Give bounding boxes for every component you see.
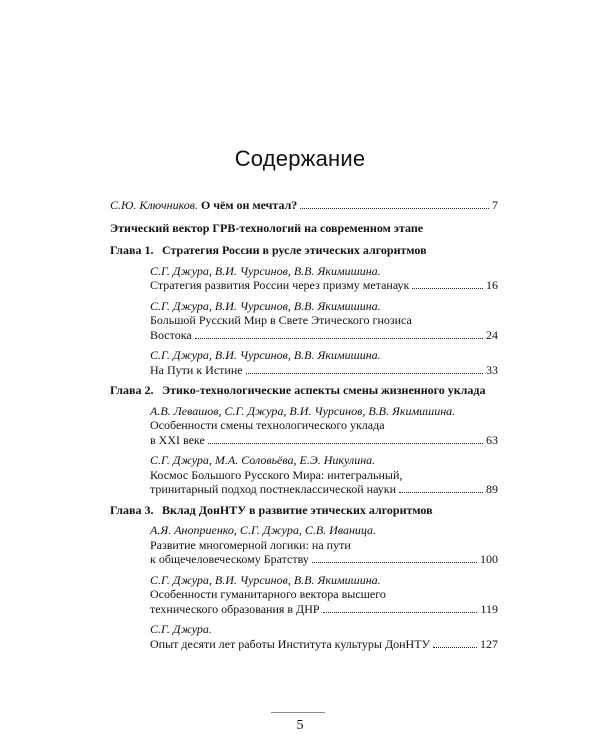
entry-title-line: тринитарный подход постнеклассической науки	[150, 482, 397, 496]
intro-title: О чём он мечтал?	[200, 198, 298, 212]
entry-page: 119	[480, 601, 498, 616]
entry-authors: С.Г. Джура, В.И. Чурсинов, В.В. Якимишина.	[150, 572, 381, 587]
chapter-title: Этико-технологические аспекты смены жизненного уклада	[162, 383, 486, 397]
toc-entry[interactable]	[150, 523, 498, 567]
leader-dots	[399, 492, 483, 493]
entry-title-line: Особенности гуманитарного вектора высшего	[150, 587, 386, 601]
entry-title-line: Опыт десяти лет работы Института культуры ДонНТУ	[150, 636, 431, 651]
leader-dots	[323, 612, 478, 613]
table-of-contents	[110, 198, 498, 651]
entry-authors: А.В. Левашов, С.Г. Джура, В.И. Чурсинов, В.В. Якимишина.	[150, 403, 456, 418]
toc-intro-row[interactable]	[110, 198, 498, 213]
entry-authors: С.Г. Джура, М.А. Соловьёва, Е.Э. Никулина.	[150, 453, 376, 467]
chapter-label: Глава 2.	[110, 383, 154, 397]
chapter-label: Глава 3.	[110, 502, 154, 517]
leader-dots	[208, 443, 483, 444]
page-title: Содержание	[234, 146, 366, 171]
leader-dots	[312, 562, 477, 563]
entry-page: 100	[480, 552, 498, 566]
entry-title-line: Большой Русский Мир в Свете Этического гнозиса	[150, 313, 412, 327]
intro-page: 7	[492, 198, 498, 212]
entry-authors: А.Я. Аноприенко, С.Г. Джура, С.В. Иваница.	[150, 523, 377, 537]
leader-dots	[433, 647, 477, 648]
entry-title-line: Развитие многомерной логики: на пути	[150, 537, 351, 552]
leader-dots	[300, 208, 489, 209]
chapter-title: Стратегия России в русле этических алгоритмов	[162, 243, 427, 257]
entry-title-line: Особенности смены технологического уклада	[150, 418, 385, 432]
toc-entry[interactable]	[150, 264, 498, 293]
entry-page: 127	[480, 636, 498, 651]
entry-title-line: Стратегия развития России через призму метанаук	[150, 278, 410, 292]
entry-authors: С.Г. Джура.	[150, 622, 212, 636]
intro-author: С.Ю. Ключников.	[110, 198, 198, 212]
footer-rule	[271, 712, 325, 713]
toc-entry[interactable]	[150, 404, 498, 448]
entry-title-line: к общечеловеческому Братству	[150, 552, 309, 566]
toc-entry[interactable]	[150, 622, 498, 651]
entry-title-line: в XXI веке	[150, 432, 205, 447]
entry-page: 63	[486, 432, 498, 447]
entry-title-line: Востока	[150, 327, 192, 342]
toc-entry[interactable]	[150, 348, 498, 377]
section-title: Этический вектор ГРВ-технологий на современном этапе	[110, 220, 424, 235]
entry-title-line: Космос Большого Русского Мира: интегральный,	[150, 467, 403, 482]
chapter-heading[interactable]	[110, 503, 498, 518]
entry-authors: С.Г. Джура, В.И. Чурсинов, В.В. Якимишина.	[150, 348, 381, 362]
entry-authors: С.Г. Джура, В.И. Чурсинов, В.В. Якимишина.	[150, 298, 381, 313]
entry-title-line: На Пути к Истине	[150, 362, 243, 377]
page-number: 5	[296, 718, 304, 733]
entry-page: 16	[486, 278, 498, 292]
leader-dots	[195, 338, 483, 339]
chapter-heading[interactable]	[110, 243, 498, 258]
chapter-title: Вклад ДонНТУ в развитие этических алгоритмов	[162, 502, 433, 517]
chapter-label: Глава 1.	[110, 243, 154, 257]
toc-entry[interactable]	[150, 299, 498, 343]
entry-page: 24	[486, 327, 498, 342]
toc-entry[interactable]	[150, 453, 498, 497]
toc-entry[interactable]	[150, 573, 498, 617]
chapter-heading[interactable]	[110, 383, 498, 398]
entry-title-line: технического образования в ДНР	[150, 601, 320, 616]
leader-dots	[246, 373, 483, 374]
leader-dots	[412, 288, 483, 289]
entry-authors: С.Г. Джура, В.И. Чурсинов, В.В. Якимишина.	[150, 263, 381, 278]
entry-page: 33	[486, 362, 498, 377]
entry-page: 89	[486, 482, 498, 496]
